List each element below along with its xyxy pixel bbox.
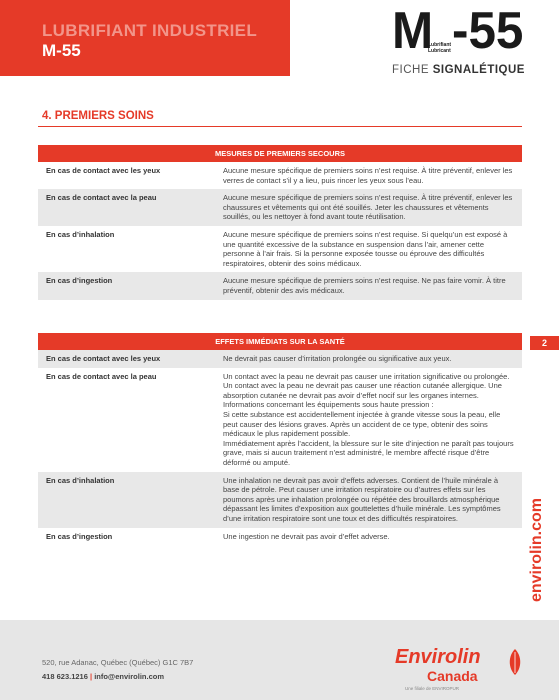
row-text: Aucune mesure spécifique de premiers soins n’est requise. À titre préventif, enlever les verres de contact s’il y a lieu, puis rincer les yeux sous l’eau. — [223, 166, 513, 185]
logo-subtitle — [428, 42, 451, 54]
row-text: Aucune mesure spécifique de premiers soins n’est requise. Ne pas faire vomir. À titre préventif, obtenir des avis médicaux. — [215, 272, 522, 299]
row-label: En cas de contact avec les yeux — [46, 166, 161, 175]
document-type — [392, 64, 525, 76]
table-row — [38, 226, 522, 272]
side-url — [524, 480, 550, 620]
row-label: En cas d’ingestion — [46, 531, 113, 541]
row-text: Ne devrait pas causer d’irritation prolongée ou significative aux yeux. — [215, 350, 522, 368]
section-title: 4. PREMIERS SOINS — [42, 110, 154, 122]
brand-name: Envirolin — [395, 646, 481, 668]
logo-sub-en: Lubricant — [428, 48, 451, 54]
health-effects-table — [38, 333, 522, 545]
row-text: Une inhalation ne devrait pas avoir d’effets adverses. Contient de l’huile minérale à base de pétrole. Peut causer une irritation respiratoire ou d’autres effets sur les poumons après une inhalation prolongée ou répétée des brouillards atmosphérique dépassant les limites d’exposition aux gouttelettes d’huile minérale. Les symptômes d’une irritation respiratoire sont une toux et des difficultés respiratoires. — [215, 472, 522, 528]
footer-contact — [42, 672, 164, 681]
row-label: En cas de contact avec la peau — [46, 371, 157, 381]
row-text: Un contact avec la peau ne devrait pas causer une irritation significative ou prolongée. Un contact avec la peau ne devrait pas causer une réaction cutanée allergique. Une absorption cutanée ne devrait pas avoir d’effet nocif sur les organes internes. — [223, 371, 510, 400]
brand-tagline: Une filiale de ENVIROPUR — [405, 686, 460, 691]
logo-sub-fr: Lubrifiant — [428, 42, 452, 48]
side-url-text: envirolin.com — [528, 497, 545, 603]
row-label: En cas d’inhalation — [38, 472, 215, 528]
table-row — [38, 368, 522, 472]
logo-dash: - — [452, 2, 469, 60]
row-text: Aucune mesure spécifique de premiers soins n’est requise. À titre préventif, enlever les chaussures et vêtements qui ont été souillés. Jeter les chaussures et vêtements souillés, ou les nettoyer à fond avant toute réutilisation. — [215, 189, 522, 226]
table-row — [38, 472, 522, 528]
brand-sub: Canada — [427, 668, 478, 684]
page-number: 2 — [530, 336, 559, 350]
footer-email[interactable]: info@envirolin.com — [94, 672, 165, 681]
row-text: Une ingestion ne devrait pas avoir d’effet adverse. — [223, 531, 390, 541]
row-text-group — [215, 368, 522, 472]
table-row — [38, 350, 522, 368]
row-text: Si cette substance est accidentellement injectée à grande vitesse sous la peau, elle peut causer des lésions graves. Après un accident de ce type, obtenir des soins médicaux le plus rapidement possible. — [223, 409, 501, 439]
m55-logo — [392, 2, 524, 64]
table-row — [38, 272, 522, 299]
table-row — [38, 528, 522, 546]
row-label: En cas de contact avec la peau — [38, 189, 215, 226]
row-text: Immédiatement après l’accident, la blessure sur le site d’injection ne paraît pas toujours grave, mais si aucun traitement n’est administré, le membre affecté risque d’être déformé ou amputé. — [223, 438, 514, 467]
row-text: Aucune mesure spécifique de premiers soins n’est requise. Si quelqu’un est exposé à une quantité excessive de la substance en suspension dans l’air, amener cette personne à l’air frais. Si la personne exposée tousse ou éprouve des difficultés respiratoires, obtenir des soins médicaux. — [223, 229, 508, 268]
first-aid-table — [38, 145, 522, 300]
footer-address: 520, rue Adanac, Québec (Québec) G1C 7B7 — [42, 658, 194, 667]
footer-separator: | — [89, 672, 93, 681]
product-category: LUBRIFIANT INDUSTRIEL — [42, 21, 258, 40]
row-label: En cas d’ingestion — [38, 272, 215, 299]
logo-number — [452, 4, 523, 58]
document-type-part1: FICHE — [392, 64, 429, 76]
section-divider — [38, 126, 522, 127]
document-type-part2: SIGNALÉTIQUE — [432, 64, 525, 76]
health-effects-heading: EFFETS IMMÉDIATS SUR LA SANTÉ — [38, 333, 522, 350]
row-text-subheading: Informations concernant les équipements sous haute pression : — [223, 400, 434, 410]
product-code: M-55 — [42, 41, 81, 60]
row-label: En cas de contact avec les yeux — [38, 350, 215, 368]
leaf-icon — [507, 648, 523, 676]
envirolin-logo — [395, 646, 525, 696]
table-row — [38, 189, 522, 226]
header-band — [0, 0, 290, 76]
table-row — [38, 162, 522, 189]
first-aid-heading: MESURES DE PREMIERS SECOURS — [38, 145, 522, 162]
logo-letter: M — [392, 2, 434, 60]
footer-phone: 418 623.1216 — [42, 672, 88, 681]
logo-number-value: 55 — [468, 2, 524, 60]
row-label: En cas d’inhalation — [46, 229, 115, 239]
